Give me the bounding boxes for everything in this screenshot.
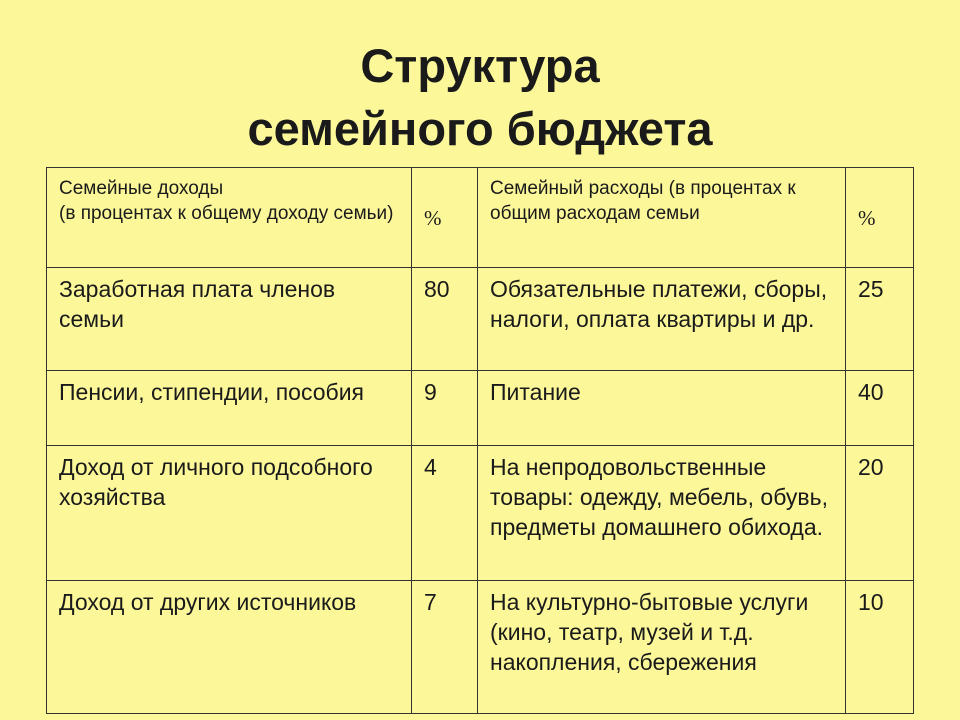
table-row: [47, 446, 914, 581]
income-percent: 4: [412, 446, 478, 581]
expense-percent: 25: [846, 268, 914, 371]
expense-percent: 20: [846, 446, 914, 581]
income-percent: 80: [412, 268, 478, 371]
table-header-row: [47, 168, 914, 268]
title-line-2: семейного бюджета: [247, 102, 713, 155]
table-row: [47, 581, 914, 714]
table-row: [47, 371, 914, 446]
expense-item: Обязательные платежи, сборы, налоги, оплата квартиры и др.: [478, 268, 846, 371]
income-item: Доход от личного подсобного хозяйства: [47, 446, 412, 581]
budget-table: [46, 167, 914, 714]
header-expense: Семейный расходы (в процентах к общим расходам семьи: [478, 168, 846, 268]
header-income-text: Семейные доходы (в процентах к общему доходу семьи): [59, 178, 394, 224]
income-percent: 7: [412, 581, 478, 714]
expense-percent: 40: [846, 371, 914, 446]
expense-item: На непродовольственные товары: одежду, мебель, обувь, предметы домашнего обихода.: [478, 446, 846, 581]
header-expense-percent: %: [846, 168, 914, 268]
expense-item: На культурно-бытовые услуги (кино, театр, музей и т.д. накопления, сбережения: [478, 581, 846, 714]
title-line-1: Структура: [360, 39, 600, 92]
expense-item: Питание: [478, 371, 846, 446]
page-title: [0, 34, 960, 160]
income-percent: 9: [412, 371, 478, 446]
expense-percent: 10: [846, 581, 914, 714]
header-income-percent: %: [412, 168, 478, 268]
income-item: Заработная плата членов семьи: [47, 268, 412, 371]
table-row: [47, 268, 914, 371]
income-item: Пенсии, стипендии, пособия: [47, 371, 412, 446]
header-income: [47, 168, 412, 268]
income-item: Доход от других источников: [47, 581, 412, 714]
